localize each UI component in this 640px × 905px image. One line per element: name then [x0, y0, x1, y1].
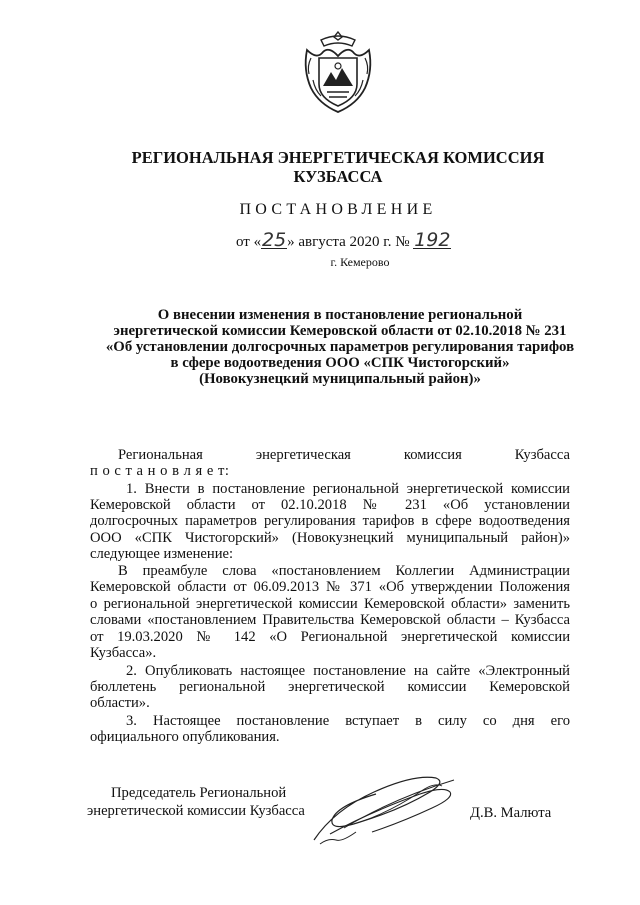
- body-line: Кемеровской области от 02.10.2018 № 231 «Об установлении: [90, 497, 570, 513]
- body-line: ООО «СПК Чистогорский» (Новокузнецкий муниципальный район)»: [90, 530, 570, 546]
- document-type: ПОСТАНОВЛЕНИЕ: [239, 201, 437, 218]
- body-line: п о с т а н о в л я е т:: [90, 463, 230, 479]
- body-line: следующее изменение:: [90, 546, 234, 562]
- coat-of-arms-emblem-icon: [301, 28, 375, 116]
- document-number: 192: [414, 229, 451, 251]
- body-line: области».: [90, 695, 150, 711]
- date-day: 25: [262, 229, 287, 251]
- handwritten-signature-icon: [300, 770, 490, 850]
- body-line: Кемеровской области от 06.09.2013 № 371 «Об утверждении Положения: [90, 579, 570, 595]
- title-line: О внесении изменения в постановление региональной: [157, 307, 523, 323]
- document-date-line: [236, 229, 476, 251]
- body-line: В преамбуле слова «постановлением Коллегии Администрации: [118, 563, 570, 579]
- body-line: долгосрочных параметров регулирования тарифов в сфере водоотведения: [90, 513, 570, 529]
- organization-name-line1: РЕГИОНАЛЬНАЯ ЭНЕРГЕТИЧЕСКАЯ КОМИССИЯ: [131, 148, 545, 167]
- body-line: 2. Опубликовать настоящее постановление на сайте «Электронный: [126, 663, 570, 679]
- body-line: официального опубликования.: [90, 729, 280, 745]
- title-line: энергетической комиссии Кемеровской области от 02.10.2018 № 231: [113, 323, 567, 339]
- title-line: в сфере водоотведения ООО «СПК Чистогорский»: [170, 355, 510, 371]
- body-line: от 19.03.2020 № 142 «О Региональной энергетической комиссии: [90, 629, 570, 645]
- document-city: г. Кемерово: [330, 255, 390, 269]
- title-line: «Об установлении долгосрочных параметров регулирования тарифов: [105, 339, 575, 355]
- date-rest: » августа 2020 г. №: [287, 234, 410, 250]
- title-line: (Новокузнецкий муниципальный район)»: [199, 371, 481, 387]
- signatory-position-line2: энергетической комиссии Кузбасса: [87, 803, 305, 819]
- body-line: 1. Внести в постановление региональной энергетической комиссии: [126, 481, 570, 497]
- body-line: 3. Настоящее постановление вступает в силу со дня его: [126, 713, 570, 729]
- body-line: о региональной энергетической комиссии Кемеровской области» заменить: [90, 596, 570, 612]
- body-line: Кузбасса».: [90, 645, 157, 661]
- date-prefix: от «: [236, 234, 262, 250]
- signatory-position-line1: Председатель Региональной: [111, 785, 287, 801]
- signatory-name: Д.В. Малюта: [470, 805, 552, 821]
- body-line: словами «постановлением Правительства Кемеровской области – Кузбасса: [90, 612, 570, 628]
- organization-name-line2: КУЗБАССА: [293, 167, 383, 186]
- body-line: Региональная энергетическая комиссия Кузбасса: [118, 447, 570, 463]
- body-line: бюллетень региональной энергетической комиссии Кемеровской: [90, 679, 570, 695]
